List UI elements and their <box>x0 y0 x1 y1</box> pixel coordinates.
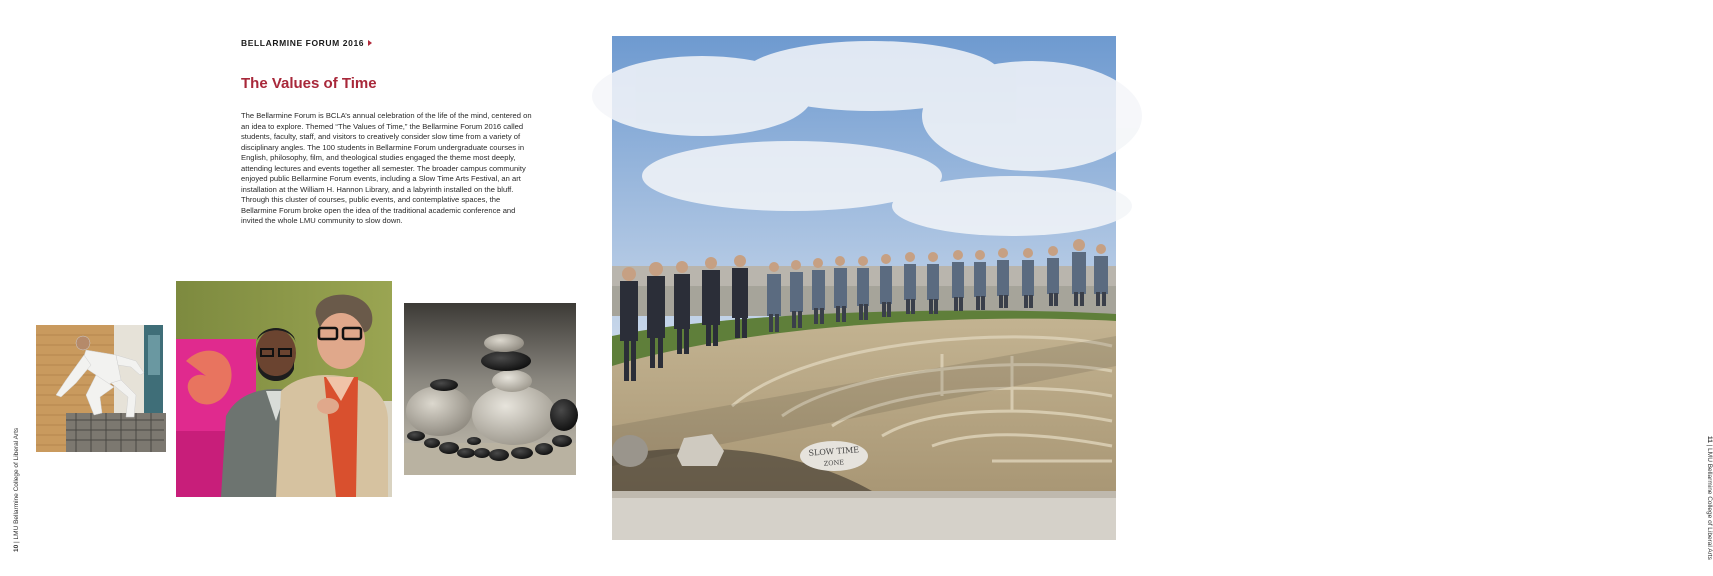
section-label-text: BELLARMINE FORUM 2016 <box>241 38 365 48</box>
left-page <box>0 0 576 576</box>
page-number-right: 11 <box>1706 436 1713 443</box>
photo-stacked-stones <box>404 303 576 475</box>
right-page <box>576 0 1713 576</box>
folio-left-text: | LMU Bellarmine College of Liberal Arts <box>13 427 20 543</box>
article-paragraph: The Bellarmine Forum is BCLA’s annual celebration of the life of the mind, centered on an idea to explore. Themed “The Values of Time,” the Bellarmine Forum 2016 called students, faculty, staff, and visitors to creatively consider slow time from a variety of disciplinary angles. The 100 students in Bellarmine Forum undergraduate courses in English, philosophy, film, and theological studies engaged the theme most deeply, attending lectures and events together all semester. The broader campus community enjoyed public Bellarmine Forum events, including a Slow Time Arts Festival, an art installation at the William H. Hannon Library, and a labyrinth installed on the bluff. Through this cluster of courses, public events, and contemplative spaces, the Bellarmine Forum broke open the idea of the traditional academic conference and invited the whole LMU community to slow down. <box>241 111 532 226</box>
photo-labyrinth-bluff <box>612 36 1116 540</box>
page-title: The Values of Time <box>241 75 377 92</box>
svg-text:SLOW TIME: SLOW TIME <box>808 445 860 458</box>
photo-forum-speakers <box>176 281 392 497</box>
page-number-left: 10 <box>13 544 20 552</box>
photo-climbing-performer <box>36 325 163 452</box>
arrow-right-icon <box>368 40 372 46</box>
svg-text:ZONE: ZONE <box>823 458 845 468</box>
section-label <box>241 38 372 48</box>
folio-right-text: | LMU Bellarmine College of Liberal Arts <box>1706 444 1713 560</box>
folio-right <box>1706 436 1713 560</box>
folio-left <box>13 428 20 552</box>
